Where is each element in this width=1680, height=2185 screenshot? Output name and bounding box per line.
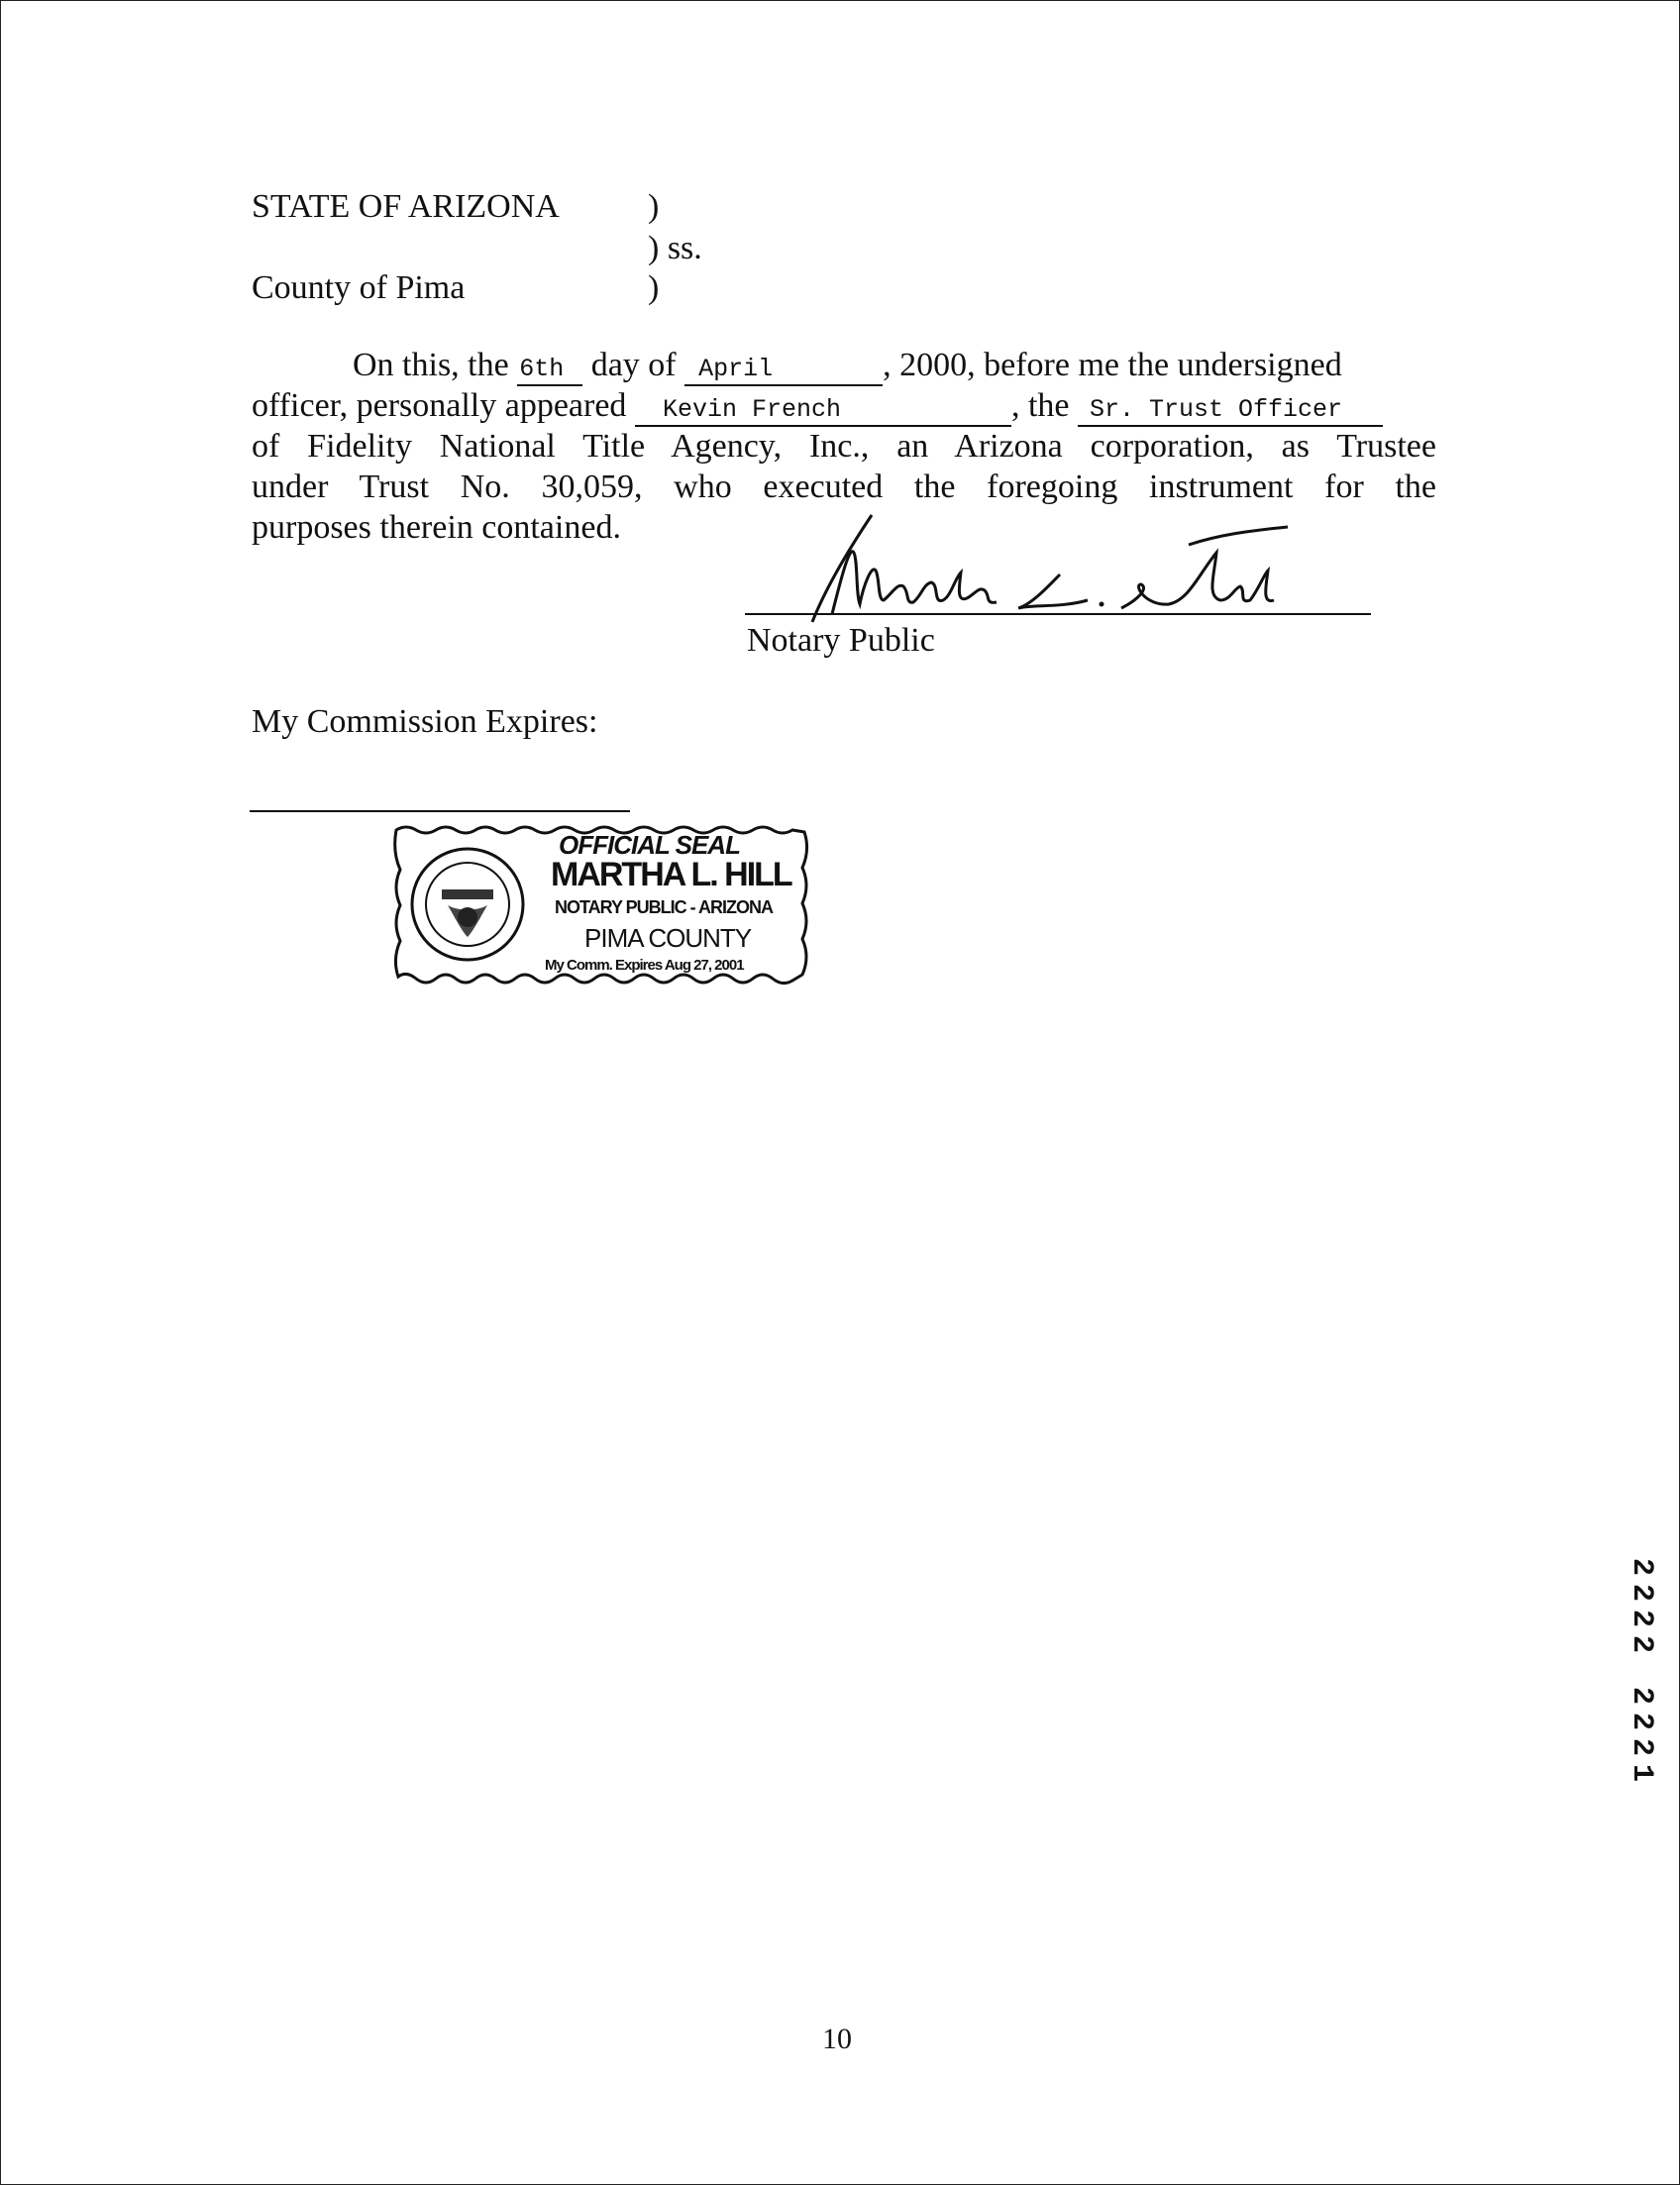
ack-officer-appeared: officer, personally appeared <box>252 387 627 424</box>
seal-notary-public: NOTARY PUBLIC - ARIZONA <box>555 897 773 917</box>
signature-line <box>745 613 1371 615</box>
title-field: Sr. Trust Officer <box>1078 395 1383 427</box>
ack-line-1 <box>353 347 1342 386</box>
ack-line-5: purposes therein contained. <box>252 509 621 546</box>
page-number: 10 <box>822 2023 852 2055</box>
venue-ss: ) ss. <box>648 230 702 266</box>
ack-year-text: , 2000, before me the undersigned <box>883 347 1342 383</box>
day-field: 6th <box>517 355 582 386</box>
ack-line-3: of Fidelity National Title Agency, Inc., an Arizona corporation, as Trustee <box>252 428 1436 465</box>
ack-line-2 <box>252 387 1383 427</box>
month-field: April <box>684 355 883 386</box>
seal-title: OFFICIAL SEAL <box>559 830 740 860</box>
commission-label: My Commission Expires: <box>252 703 598 740</box>
commission-line <box>250 810 630 812</box>
ack-line-4: under Trust No. 30,059, who executed the foregoing instrument for the <box>252 468 1436 505</box>
seal-expires: My Comm. Expires Aug 27, 2001 <box>545 957 744 974</box>
person-field: Kevin French <box>635 395 1011 427</box>
seal-county: PIMA COUNTY <box>584 923 752 953</box>
official-seal-stamp <box>388 820 814 988</box>
side-stamp-text: 2222 2221 <box>1625 1558 1658 1791</box>
venue-paren-1: ) <box>648 188 660 225</box>
seal-name: MARTHA L. HILL <box>551 856 791 893</box>
ack-day-of: day of <box>590 347 677 383</box>
signature-image <box>773 505 1327 624</box>
venue-state: STATE OF ARIZONA <box>252 188 560 225</box>
venue-paren-2: ) <box>648 269 660 306</box>
ack-the: , the <box>1010 387 1070 424</box>
ack-on-this-the: On this, the <box>353 347 509 383</box>
notary-label: Notary Public <box>747 622 935 659</box>
side-recording-stamp <box>1625 1553 1658 1910</box>
venue-county: County of Pima <box>252 269 466 306</box>
